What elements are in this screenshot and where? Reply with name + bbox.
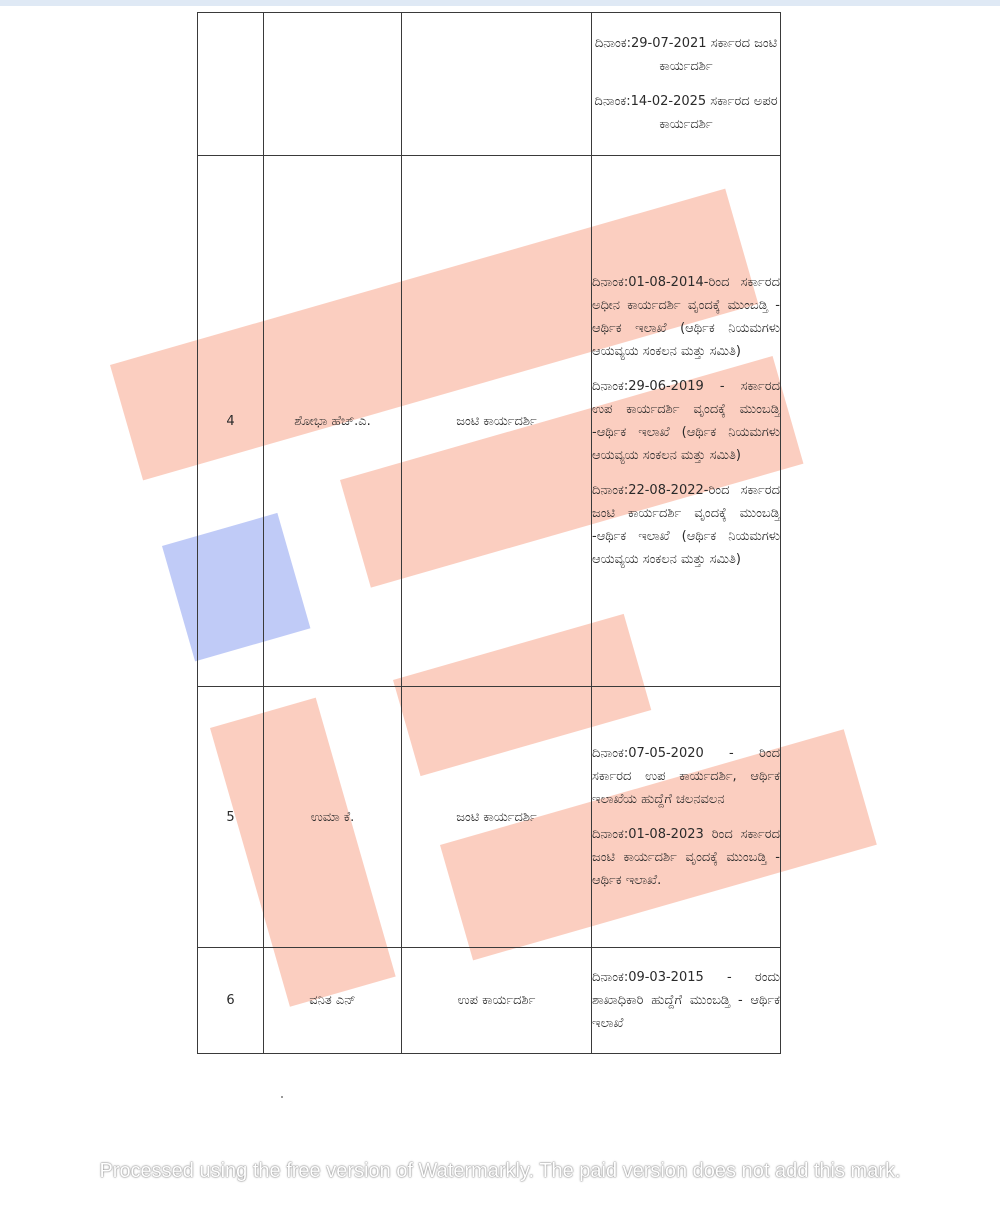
top-strip xyxy=(0,0,1000,6)
service-entry: ದಿನಾಂಕ:29-06-2019 - ಸರ್ಕಾರದ ಉಪ ಕಾರ್ಯದರ್ಶಿ ವೃಂದಕ್ಕೆ ಮುಂಬಡ್ತಿ -ಆರ್ಥಿಕ ಇಲಾಖೆ (ಆರ್ಥಿಕ ನಿಯಮಗಳು ಆಯವ್ಯಯ ಸಂಕಲನ ಮತ್ತು ಸಮಿತಿ) xyxy=(592,379,780,463)
service-entry: ದಿನಾಂಕ:01-08-2023 ರಿಂದ ಸರ್ಕಾರದ ಜಂಟಿ ಕಾರ್ಯದರ್ಶಿ ವೃಂದಕ್ಕೆ ಮುಂಬಡ್ತಿ - ಆರ್ಥಿಕ ಇಲಾಖೆ. xyxy=(592,827,780,888)
designation-cell xyxy=(402,13,592,156)
service-details-cell xyxy=(592,156,781,687)
designation-cell: ಉಪ ಕಾರ್ಯದರ್ಶಿ xyxy=(402,948,592,1054)
service-entry: ದಿನಾಂಕ:14-02-2025 ಸರ್ಕಾರದ ಅಪರ ಕಾರ್ಯದರ್ಶಿ xyxy=(594,94,778,132)
name-cell: ಉಮಾ ಕೆ. xyxy=(264,687,402,948)
service-entry: ದಿನಾಂಕ:22-08-2022-ರಿಂದ ಸರ್ಕಾರದ ಜಂಟಿ ಕಾರ್ಯದರ್ಶಿ ವೃಂದಕ್ಕೆ ಮುಂಬಡ್ತಿ -ಆರ್ಥಿಕ ಇಲಾಖೆ (ಆರ್ಥಿಕ ನಿಯಮಗಳು ಆಯವ್ಯಯ ಸಂಕಲನ ಮತ್ತು ಸಮಿತಿ) xyxy=(592,483,780,567)
name-cell: ವನಿತ ಎನ್ xyxy=(264,948,402,1054)
sl-no-cell: 5 xyxy=(198,687,264,948)
service-entry: ದಿನಾಂಕ:01-08-2014-ರಿಂದ ಸರ್ಕಾರದ ಅಧೀನ ಕಾರ್ಯದರ್ಶಿ ವೃಂದಕ್ಕೆ ಮುಂಬಡ್ತಿ - ಆರ್ಥಿಕ ಇಲಾಖೆ (ಆರ್ಥಿಕ ನಿಯಮಗಳು ಆಯವ್ಯಯ ಸಂಕಲನ ಮತ್ತು ಸಮಿತಿ) xyxy=(592,275,780,359)
table-row xyxy=(198,948,781,1054)
scan-speck xyxy=(281,1096,283,1098)
name-cell: ಶೋಭಾ ಹೆಚ್.ಎ. xyxy=(264,156,402,687)
sl-no-cell: 6 xyxy=(198,948,264,1054)
watermark-notice: Processed using the free version of Watermarkly. The paid version does not add this mark. xyxy=(99,1160,901,1182)
service-entry: ದಿನಾಂಕ:29-07-2021 ಸರ್ಕಾರದ ಜಂಟಿ ಕಾರ್ಯದರ್ಶಿ xyxy=(594,36,778,74)
name-cell xyxy=(264,13,402,156)
designation-cell: ಜಂಟಿ ಕಾರ್ಯದರ್ಶಿ xyxy=(402,156,592,687)
service-entry: ದಿನಾಂಕ:09-03-2015 - ರಂದು ಶಾಖಾಧಿಕಾರಿ ಹುದ್ದೆಗೆ ಮುಂಬಡ್ತಿ - ಆರ್ಥಿಕ ಇಲಾಖೆ xyxy=(592,970,780,1031)
service-details-cell xyxy=(592,687,781,948)
table-row xyxy=(198,687,781,948)
designation-cell: ಜಂಟಿ ಕಾರ್ಯದರ್ಶಿ xyxy=(402,687,592,948)
table-row xyxy=(198,13,781,156)
sl-no-cell xyxy=(198,13,264,156)
sl-no-cell: 4 xyxy=(198,156,264,687)
service-entry: ದಿನಾಂಕ:07-05-2020 - ರಿಂದ ಸರ್ಕಾರದ ಉಪ ಕಾರ್ಯದರ್ಶಿ, ಆರ್ಥಿಕ ಇಲಾಖೆಯ ಹುದ್ದೆಗೆ ಚಲನವಲನ xyxy=(592,746,780,807)
table-row xyxy=(198,156,781,687)
service-record-table xyxy=(197,12,781,1054)
service-details-cell xyxy=(592,948,781,1054)
service-details-cell xyxy=(592,13,781,156)
